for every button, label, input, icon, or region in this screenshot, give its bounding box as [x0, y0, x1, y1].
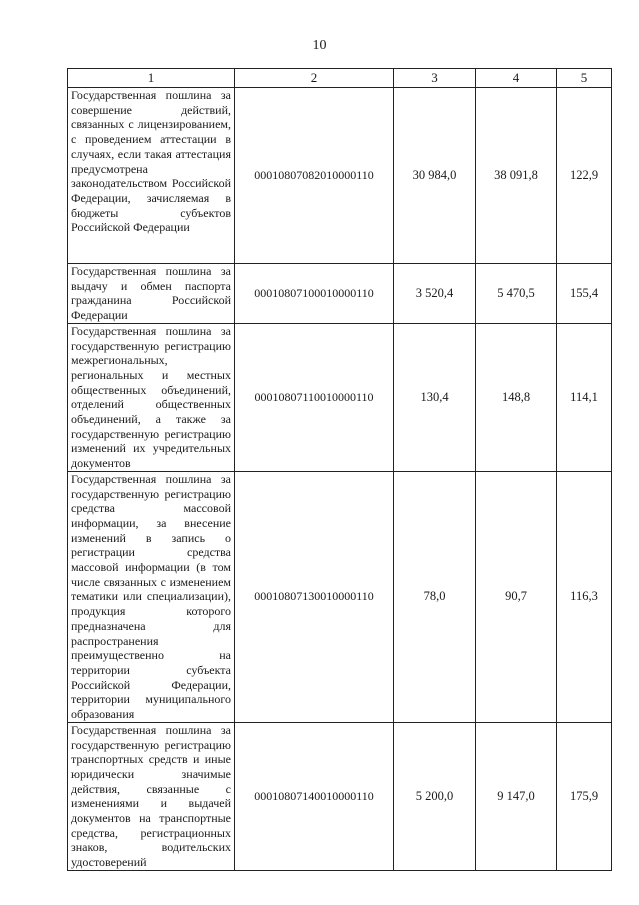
row-value-4: 5 470,5 — [476, 264, 557, 324]
row-value-3: 130,4 — [394, 323, 476, 471]
row-description: Государственная пошлина за государственную регистрацию транспортных средств и иные юридически значимые действия, связанные с изменениями и выдачей документов на транспортные средства, регистрационных знаков, водительских удостоверений — [68, 722, 235, 870]
row-description: Государственная пошлина за совершение действий, связанных с лицензированием, с проведением аттестации в случаях, если такая аттестация предусмотрена законодательством Российской Федерации, зачисляемая в бюджеты субъектов Российской Федерации — [68, 88, 235, 264]
column-header-2: 2 — [235, 69, 394, 88]
row-value-4: 148,8 — [476, 323, 557, 471]
table-row — [68, 323, 612, 471]
row-description: Государственная пошлина за государственную регистрацию средства массовой информации, за внесение изменений в запись о регистрации средства массовой информации (в том числе связанных с изменением тематики или специализации), продукция которого предназначена для распространения преимущественно на территории субъекта Российской Федерации, территории муниципального образования — [68, 471, 235, 722]
row-value-3: 30 984,0 — [394, 88, 476, 264]
column-header-3: 3 — [394, 69, 476, 88]
row-value-5: 114,1 — [557, 323, 612, 471]
row-value-5: 155,4 — [557, 264, 612, 324]
header-row — [68, 69, 612, 88]
table-row — [68, 722, 612, 870]
row-code: 00010807140010000110 — [235, 722, 394, 870]
row-value-3: 78,0 — [394, 471, 476, 722]
row-value-5: 116,3 — [557, 471, 612, 722]
row-value-4: 9 147,0 — [476, 722, 557, 870]
column-header-1: 1 — [68, 69, 235, 88]
row-code: 00010807110010000110 — [235, 323, 394, 471]
column-header-4: 4 — [476, 69, 557, 88]
row-value-4: 38 091,8 — [476, 88, 557, 264]
row-description: Государственная пошлина за выдачу и обмен паспорта гражданина Российской Федерации — [68, 264, 235, 324]
page-number: 10 — [312, 38, 327, 53]
row-code: 00010807130010000110 — [235, 471, 394, 722]
row-value-3: 3 520,4 — [394, 264, 476, 324]
table-row — [68, 264, 612, 324]
row-value-5: 175,9 — [557, 722, 612, 870]
row-code: 00010807082010000110 — [235, 88, 394, 264]
row-value-4: 90,7 — [476, 471, 557, 722]
table-row — [68, 88, 612, 264]
row-value-5: 122,9 — [557, 88, 612, 264]
row-description: Государственная пошлина за государственную регистрацию межрегиональных, региональных и местных общественных объединений, отделений общественных объединений, а также за государственную регистрацию изменений их учредительных документов — [68, 323, 235, 471]
column-header-5: 5 — [557, 69, 612, 88]
table-row — [68, 471, 612, 722]
row-value-3: 5 200,0 — [394, 722, 476, 870]
row-code: 00010807100010000110 — [235, 264, 394, 324]
revenue-table — [67, 68, 612, 871]
